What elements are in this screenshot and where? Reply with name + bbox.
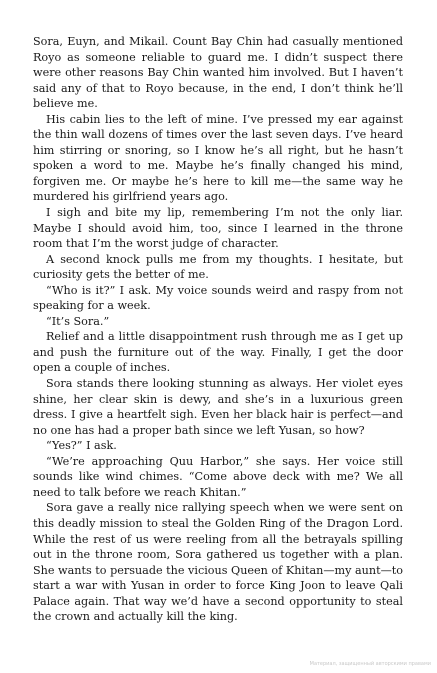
book-page-text [33, 34, 403, 625]
paragraph-7: Relief and a little disappointment rush through me as I get up and push the furniture out of the way. Finally, I get the door open a couple of inches. [33, 330, 403, 375]
paragraph-5: “Who is it?” I ask. My voice sounds weird and raspy from not speaking for a week. [33, 283, 403, 313]
paragraph-9: “Yes?” I ask. [46, 439, 117, 453]
paragraph-10: “We’re approaching Quu Harbor,” she says. Her voice still sounds like wind chimes. “Come above deck with me? We all need to talk before we reach Khitan.” [33, 454, 403, 499]
paragraph-1: Sora, Euyn, and Mikail. Count Bay Chin had casually mentioned Royo as someone reliable to guard me. I didn’t suspect there were other reasons Bay Chin wanted him involved. But I haven’t said any of that to Royo because, in the end, I don’t think he’ll believe me. [33, 35, 403, 111]
paragraph-3: I sigh and bite my lip, remembering I’m not the only liar. Maybe I should avoid him, too, since I learned in the throne room that I’m the worst judge of character. [33, 206, 403, 251]
paragraph-6: “It’s Sora.” [46, 314, 110, 328]
copyright-watermark: Материал, защищенный авторскими правами [309, 661, 431, 667]
paragraph-2: His cabin lies to the left of mine. I’ve pressed my ear against the thin wall dozens of times over the last seven days. I’ve heard him stirring or snoring, so I know he’s all right, but he hasn’t spoken a word to me. Maybe he’s finally changed his mind, forgiven me. Or maybe he’s here to kill me—the same way he murdered his girlfriend years ago. [33, 112, 403, 204]
paragraph-8: Sora stands there looking stunning as always. Her violet eyes shine, her clear skin is dewy, and she’s in a luxurious green dress. I give a heartfelt sigh. Even her black hair is perfect—and no one has had a proper bath since we left Yusan, so how? [33, 377, 403, 437]
paragraph-4: A second knock pulls me from my thoughts. I hesitate, but curiosity gets the better of me. [33, 252, 403, 282]
paragraph-11: Sora gave a really nice rallying speech when we were sent on this deadly mission to steal the Golden Ring of the Dragon Lord. While the rest of us were reeling from all the betrayals spilling out in the throne room, Sora gathered us together with a plan. She wants to persuade the vicious Queen of Khitan—my aunt—to start a war with Yusan in order to force King Joon to leave Qali Palace again. That way we’d have a second opportunity to steal the crown and actually kill the king. [33, 501, 404, 624]
